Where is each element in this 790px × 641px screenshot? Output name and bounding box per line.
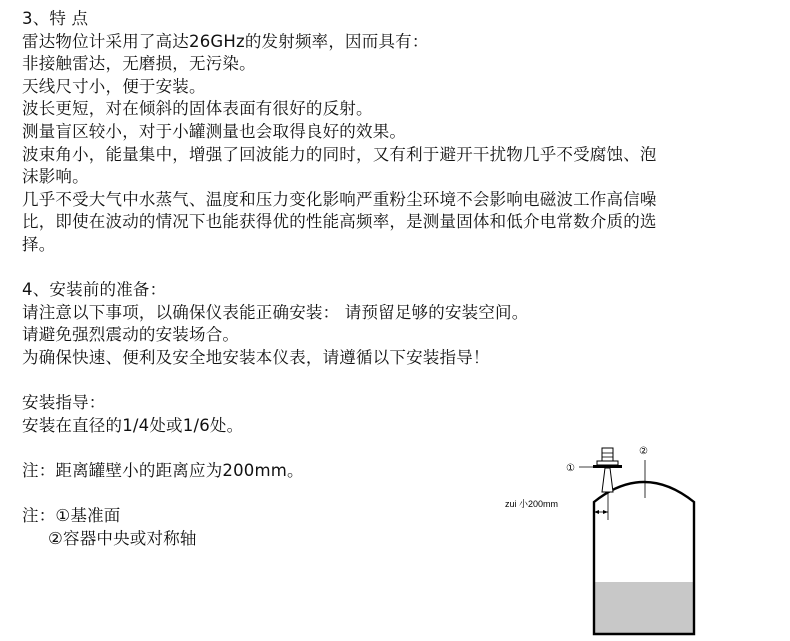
spacer [22,370,782,393]
feature-line-1: 雷达物位计采用了高达26GHz的发射频率，因而具有： [22,31,429,51]
mounting-flange [597,461,618,465]
guide-note-label: 注：①基准面 [22,506,121,526]
tank-svg [505,440,705,640]
prep-line-3: 为确保快速、便利及安全地安装本仪表，请遵循以下安装指导！ [22,347,490,367]
prep-line-2: 请避免强烈震动的安装场合。 [22,325,240,345]
guide-position: 安装在直径的1/4处或1/6处。 [22,415,244,435]
section3-heading: 3、特 点 [22,9,89,28]
feature-para1-line1: 波束角小，能量集中，增强了回波能力的同时，又有利于避开干扰物几乎不受腐蚀、泡 [22,144,657,164]
section4-heading: 4、安装前的准备： [22,280,167,300]
feature-para2-line2: 比，即使在波动的情况下也能获得优的性能高频率，是测量固体和低介电常数介质的选 [22,212,657,232]
guide-heading: 安装指导： [22,393,106,413]
marker-2-label: ② [639,446,648,457]
radar-housing [602,448,613,461]
spacer [22,257,782,280]
marker-1-label: ① [566,463,575,474]
liquid-fill [594,582,694,634]
feature-para1-line2: 沫影响。 [22,167,89,187]
feature-line-3: 天线尺寸小，便于安装。 [22,76,206,96]
distance-label: zui 小200mm [505,499,559,509]
tank-installation-diagram [505,440,705,640]
prep-line-1: 请注意以下事项，以确保仪表能正确安装： 请预留足够的安装空间。 [22,302,529,322]
horn-antenna [602,468,613,492]
guide-note-item2: ②容器中央或对称轴 [48,528,197,548]
feature-para2-line3: 择。 [22,234,56,254]
guide-note-distance: 注：距离罐壁小的距离应为200mm。 [22,460,304,480]
feature-para2-line1: 几乎不受大气中水蒸气、温度和压力变化影响严重粉尘环境不会影响电磁波工作高信噪 [22,189,657,209]
feature-line-5: 测量盲区较小，对于小罐测量也会取得良好的效果。 [22,121,407,141]
feature-line-4: 波长更短，对在倾斜的固体表面有很好的反射。 [22,99,373,119]
feature-line-2: 非接触雷达，无磨损，无污染。 [22,54,256,74]
